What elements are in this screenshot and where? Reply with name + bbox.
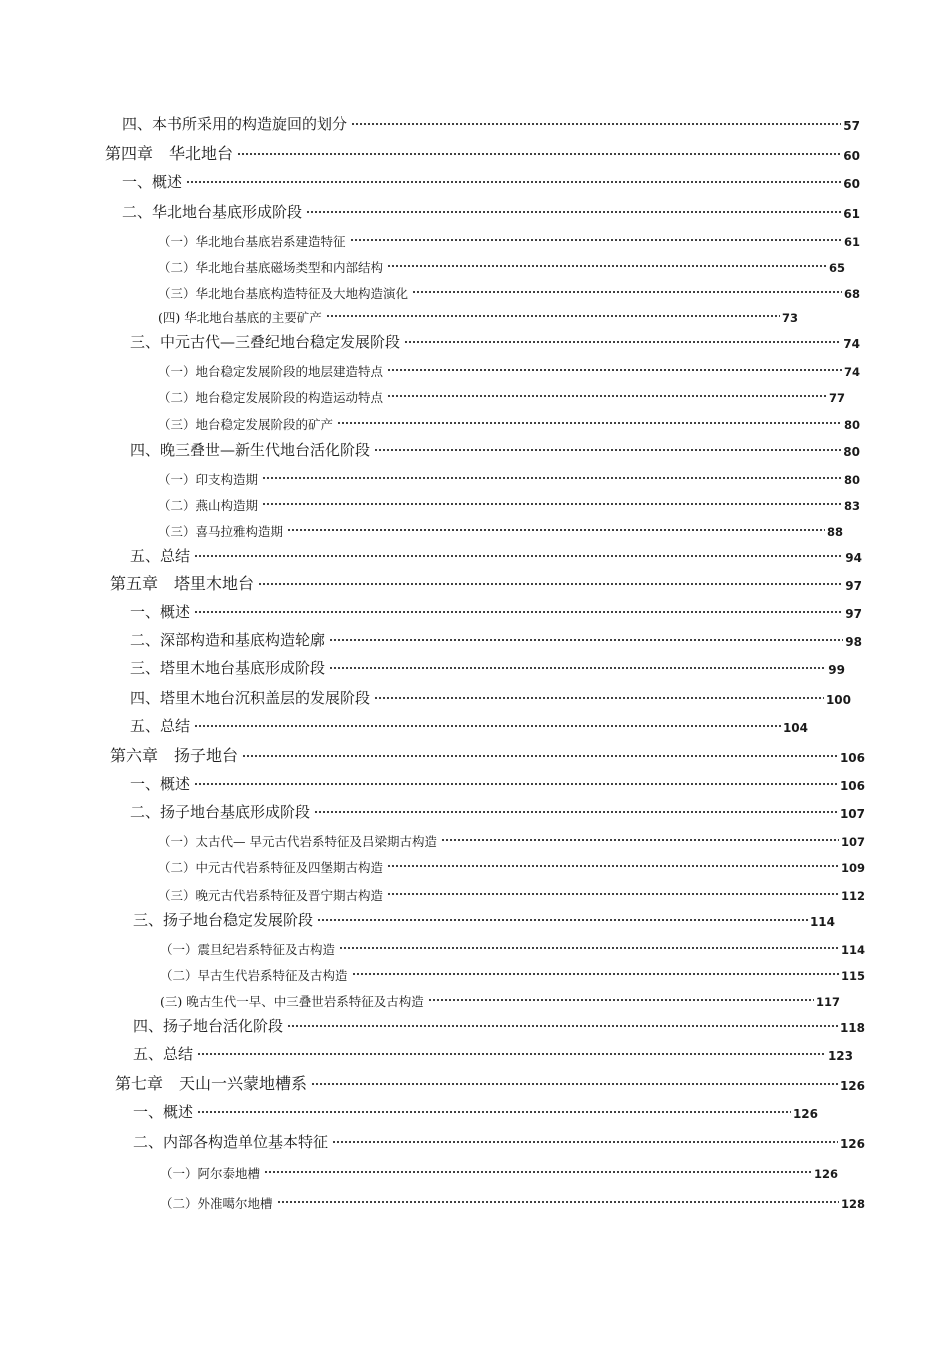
dot-leader (262, 500, 842, 508)
dot-leader (352, 970, 839, 978)
toc-entry-page-number: 117 (815, 994, 840, 1009)
toc-entry (158, 356, 860, 378)
dot-leader (387, 890, 839, 898)
toc-entry-page-number: 73 (781, 310, 798, 325)
dot-leader (350, 236, 842, 244)
toc-entry-page-number: 126 (839, 1137, 865, 1151)
dot-leader (339, 944, 839, 952)
dot-leader (387, 392, 827, 400)
dot-leader (287, 526, 825, 534)
dot-leader (387, 862, 839, 870)
toc-entry-title: （三）华北地台基底构造特征及大地构造演化 (158, 285, 409, 301)
toc-entry-page-number: 74 (843, 337, 860, 351)
toc-entry-title: 四、扬子地台活化阶段 (133, 1017, 284, 1035)
toc-entry (158, 516, 843, 538)
toc-entry-page-number: 109 (840, 860, 865, 875)
toc-entry (110, 742, 865, 764)
toc-entry-page-number: 68 (843, 286, 860, 301)
toc-entry (158, 826, 865, 848)
toc-entry (158, 464, 860, 486)
toc-entry-page-number: 104 (782, 721, 808, 735)
toc-entry (158, 852, 865, 874)
dot-leader (374, 446, 841, 454)
toc-entry-title: (三) 晚古生代一早、中三叠世岩系特征及古构造 (160, 993, 424, 1009)
toc-entry-title: 四、本书所采用的构造旋回的划分 (122, 115, 348, 133)
toc-entry-page-number: 88 (826, 524, 843, 539)
toc-entry-title: 二、内部各构造单位基本特征 (133, 1133, 329, 1151)
toc-entry (158, 490, 860, 512)
toc-entry-title: （一）阿尔泰地槽 (160, 1165, 261, 1181)
toc-entry (130, 328, 860, 350)
toc-entry-page-number: 115 (840, 968, 865, 983)
toc-entry (122, 110, 860, 132)
toc-entry (130, 684, 851, 706)
dot-leader (412, 288, 842, 296)
toc-entry-page-number: 98 (845, 635, 862, 649)
toc-entry-page-number: 126 (792, 1107, 818, 1121)
toc-entry-page-number: 94 (845, 551, 862, 565)
dot-leader (428, 996, 814, 1004)
toc-entry-page-number: 106 (839, 779, 865, 793)
toc-entry-page-number: 107 (839, 807, 865, 821)
toc-entry-page-number: 128 (840, 1196, 865, 1211)
toc-entry-page-number: 114 (809, 915, 835, 929)
dot-leader (351, 120, 841, 128)
dot-leader (337, 419, 842, 427)
dot-leader (194, 722, 781, 730)
toc-entry-title: 一、概述 (130, 775, 191, 793)
toc-entry (130, 626, 862, 648)
toc-entry-page-number: 80 (843, 417, 860, 432)
toc-entry (133, 1128, 865, 1150)
dot-leader (277, 1198, 839, 1206)
toc-entry-page-number: 65 (828, 260, 845, 275)
toc-entry (133, 1012, 865, 1034)
toc-entry (133, 1098, 818, 1120)
toc-entry-title: 五、总结 (130, 717, 191, 735)
toc-entry-page-number: 100 (825, 693, 851, 707)
dot-leader (387, 262, 827, 270)
toc-entry (130, 654, 845, 676)
toc-entry-title: （一）印支构造期 (158, 471, 259, 487)
toc-entry-page-number: 99 (828, 663, 845, 677)
toc-entry-title: （一）太古代— 早元古代岩系特征及吕梁期古构造 (158, 833, 437, 849)
toc-entry-page-number: 83 (843, 498, 860, 513)
toc-entry-page-number: 126 (839, 1079, 865, 1093)
toc-entry-title: （二）早古生代岩系特征及古构造 (160, 967, 348, 983)
toc-entry (158, 880, 865, 902)
dot-leader (441, 836, 839, 844)
toc-entry-title: 第五章 塔里木地台 (110, 574, 255, 593)
toc-entry-title: （三）喜马拉雅构造期 (158, 523, 284, 539)
toc-entry (160, 960, 865, 982)
toc-entry-page-number: 107 (840, 834, 865, 849)
dot-leader (197, 1108, 791, 1116)
toc-entry-title: 四、晚三叠世—新生代地台活化阶段 (130, 441, 371, 459)
toc-entry-title: 二、华北地台基底形成阶段 (122, 203, 303, 221)
toc-entry (122, 198, 860, 220)
toc-entry-title: 一、概述 (133, 1103, 194, 1121)
toc-entry-title: （二）燕山构造期 (158, 497, 259, 513)
toc-entry (122, 168, 860, 190)
dot-leader (317, 916, 808, 924)
toc-entry (160, 1188, 865, 1210)
toc-entry-title: 五、总结 (130, 547, 191, 565)
toc-entry (130, 598, 862, 620)
dot-leader (194, 608, 843, 616)
toc-entry-page-number: 118 (839, 1021, 865, 1035)
dot-leader (262, 474, 842, 482)
toc-entry (160, 934, 865, 956)
toc-entry-page-number: 106 (839, 751, 865, 765)
dot-leader (374, 694, 824, 702)
toc-entry-title: （一）地台稳定发展阶段的地层建造特点 (158, 363, 384, 379)
toc-entry-page-number: 112 (840, 888, 865, 903)
toc-entry-title: 第六章 扬子地台 (110, 746, 239, 765)
dot-leader (329, 664, 826, 672)
toc-entry-page-number: 74 (843, 364, 860, 379)
toc-entry-page-number: 123 (827, 1049, 853, 1063)
toc-entry-page-number: 61 (843, 207, 860, 221)
toc-entry-title: （二）地台稳定发展阶段的构造运动特点 (158, 389, 384, 405)
toc-entry-title: 第七章 天山一兴蒙地槽系 (115, 1074, 308, 1093)
toc-entry-page-number: 57 (843, 119, 860, 133)
dot-leader (258, 580, 843, 588)
toc-entry (158, 278, 860, 300)
dot-leader (186, 178, 841, 186)
toc-entry-title: 三、中元古代—三叠纪地台稳定发展阶段 (130, 333, 401, 351)
toc-entry (133, 906, 835, 928)
dot-leader (197, 1050, 826, 1058)
toc-entry-title: 一、概述 (130, 603, 191, 621)
dot-leader (329, 636, 843, 644)
toc-entry (110, 570, 862, 592)
toc-entry-title: 二、深部构造和基底构造轮廓 (130, 631, 326, 649)
toc-entry-title: （二）中元古代岩系特征及四堡期古构造 (158, 859, 384, 875)
toc-entry-title: （二）外准噶尔地槽 (160, 1195, 273, 1211)
toc-entry-page-number: 61 (843, 234, 860, 249)
toc-entry-title: （三）晚元古代岩系特征及晋宁期古构造 (158, 887, 384, 903)
toc-entry (105, 140, 860, 162)
dot-leader (311, 1080, 838, 1088)
toc-entry-page-number: 80 (843, 445, 860, 459)
dot-leader (287, 1022, 838, 1030)
toc-entry-title: （一）震旦纪岩系特征及古构造 (160, 941, 336, 957)
toc-entry-title: 四、塔里木地台沉积盖层的发展阶段 (130, 689, 371, 707)
dot-leader (306, 208, 841, 216)
dot-leader (326, 312, 780, 320)
toc-entry-title: 三、塔里木地台基底形成阶段 (130, 659, 326, 677)
toc-entry-page-number: 60 (843, 177, 860, 191)
dot-leader (237, 150, 841, 158)
dot-leader (387, 366, 842, 374)
toc-entry (158, 409, 860, 431)
toc-entry-page-number: 60 (843, 149, 860, 163)
toc-entry (158, 382, 845, 404)
toc-entry-title: 一、概述 (122, 173, 183, 191)
toc-entry (160, 1158, 838, 1180)
dot-leader (242, 752, 838, 760)
dot-leader (314, 808, 838, 816)
dot-leader (332, 1138, 838, 1146)
toc-entry (158, 302, 798, 324)
toc-entry (115, 1070, 865, 1092)
toc-entry-page-number: 97 (845, 607, 862, 621)
dot-leader (194, 552, 843, 560)
dot-leader (194, 780, 838, 788)
toc-entry (130, 436, 860, 458)
toc-entry-page-number: 77 (828, 390, 845, 405)
toc-entry-title: (四) 华北地台基底的主要矿产 (158, 309, 322, 325)
toc-entry-page-number: 97 (845, 579, 862, 593)
dot-leader (404, 338, 841, 346)
toc-entry-title: （一）华北地台基底岩系建造特征 (158, 233, 346, 249)
toc-entry-title: 第四章 华北地台 (105, 144, 234, 163)
toc-entry (130, 712, 808, 734)
toc-entry (158, 226, 860, 248)
toc-entry-title: 五、总结 (133, 1045, 194, 1063)
toc-entry (160, 986, 840, 1008)
toc-entry (133, 1040, 853, 1062)
toc-entry (158, 252, 845, 274)
toc-entry-page-number: 126 (813, 1166, 838, 1181)
toc-entry (130, 798, 865, 820)
toc-entry-page-number: 80 (843, 472, 860, 487)
toc-entry (130, 770, 865, 792)
toc-entry-page-number: 114 (840, 942, 865, 957)
toc-entry-title: （二）华北地台基底磁场类型和内部结构 (158, 259, 384, 275)
toc-entry-title: （三）地台稳定发展阶段的矿产 (158, 416, 334, 432)
toc-entry-title: 三、扬子地台稳定发展阶段 (133, 911, 314, 929)
toc-entry (130, 542, 862, 564)
toc-entry-title: 二、扬子地台基底形成阶段 (130, 803, 311, 821)
dot-leader (264, 1168, 812, 1176)
